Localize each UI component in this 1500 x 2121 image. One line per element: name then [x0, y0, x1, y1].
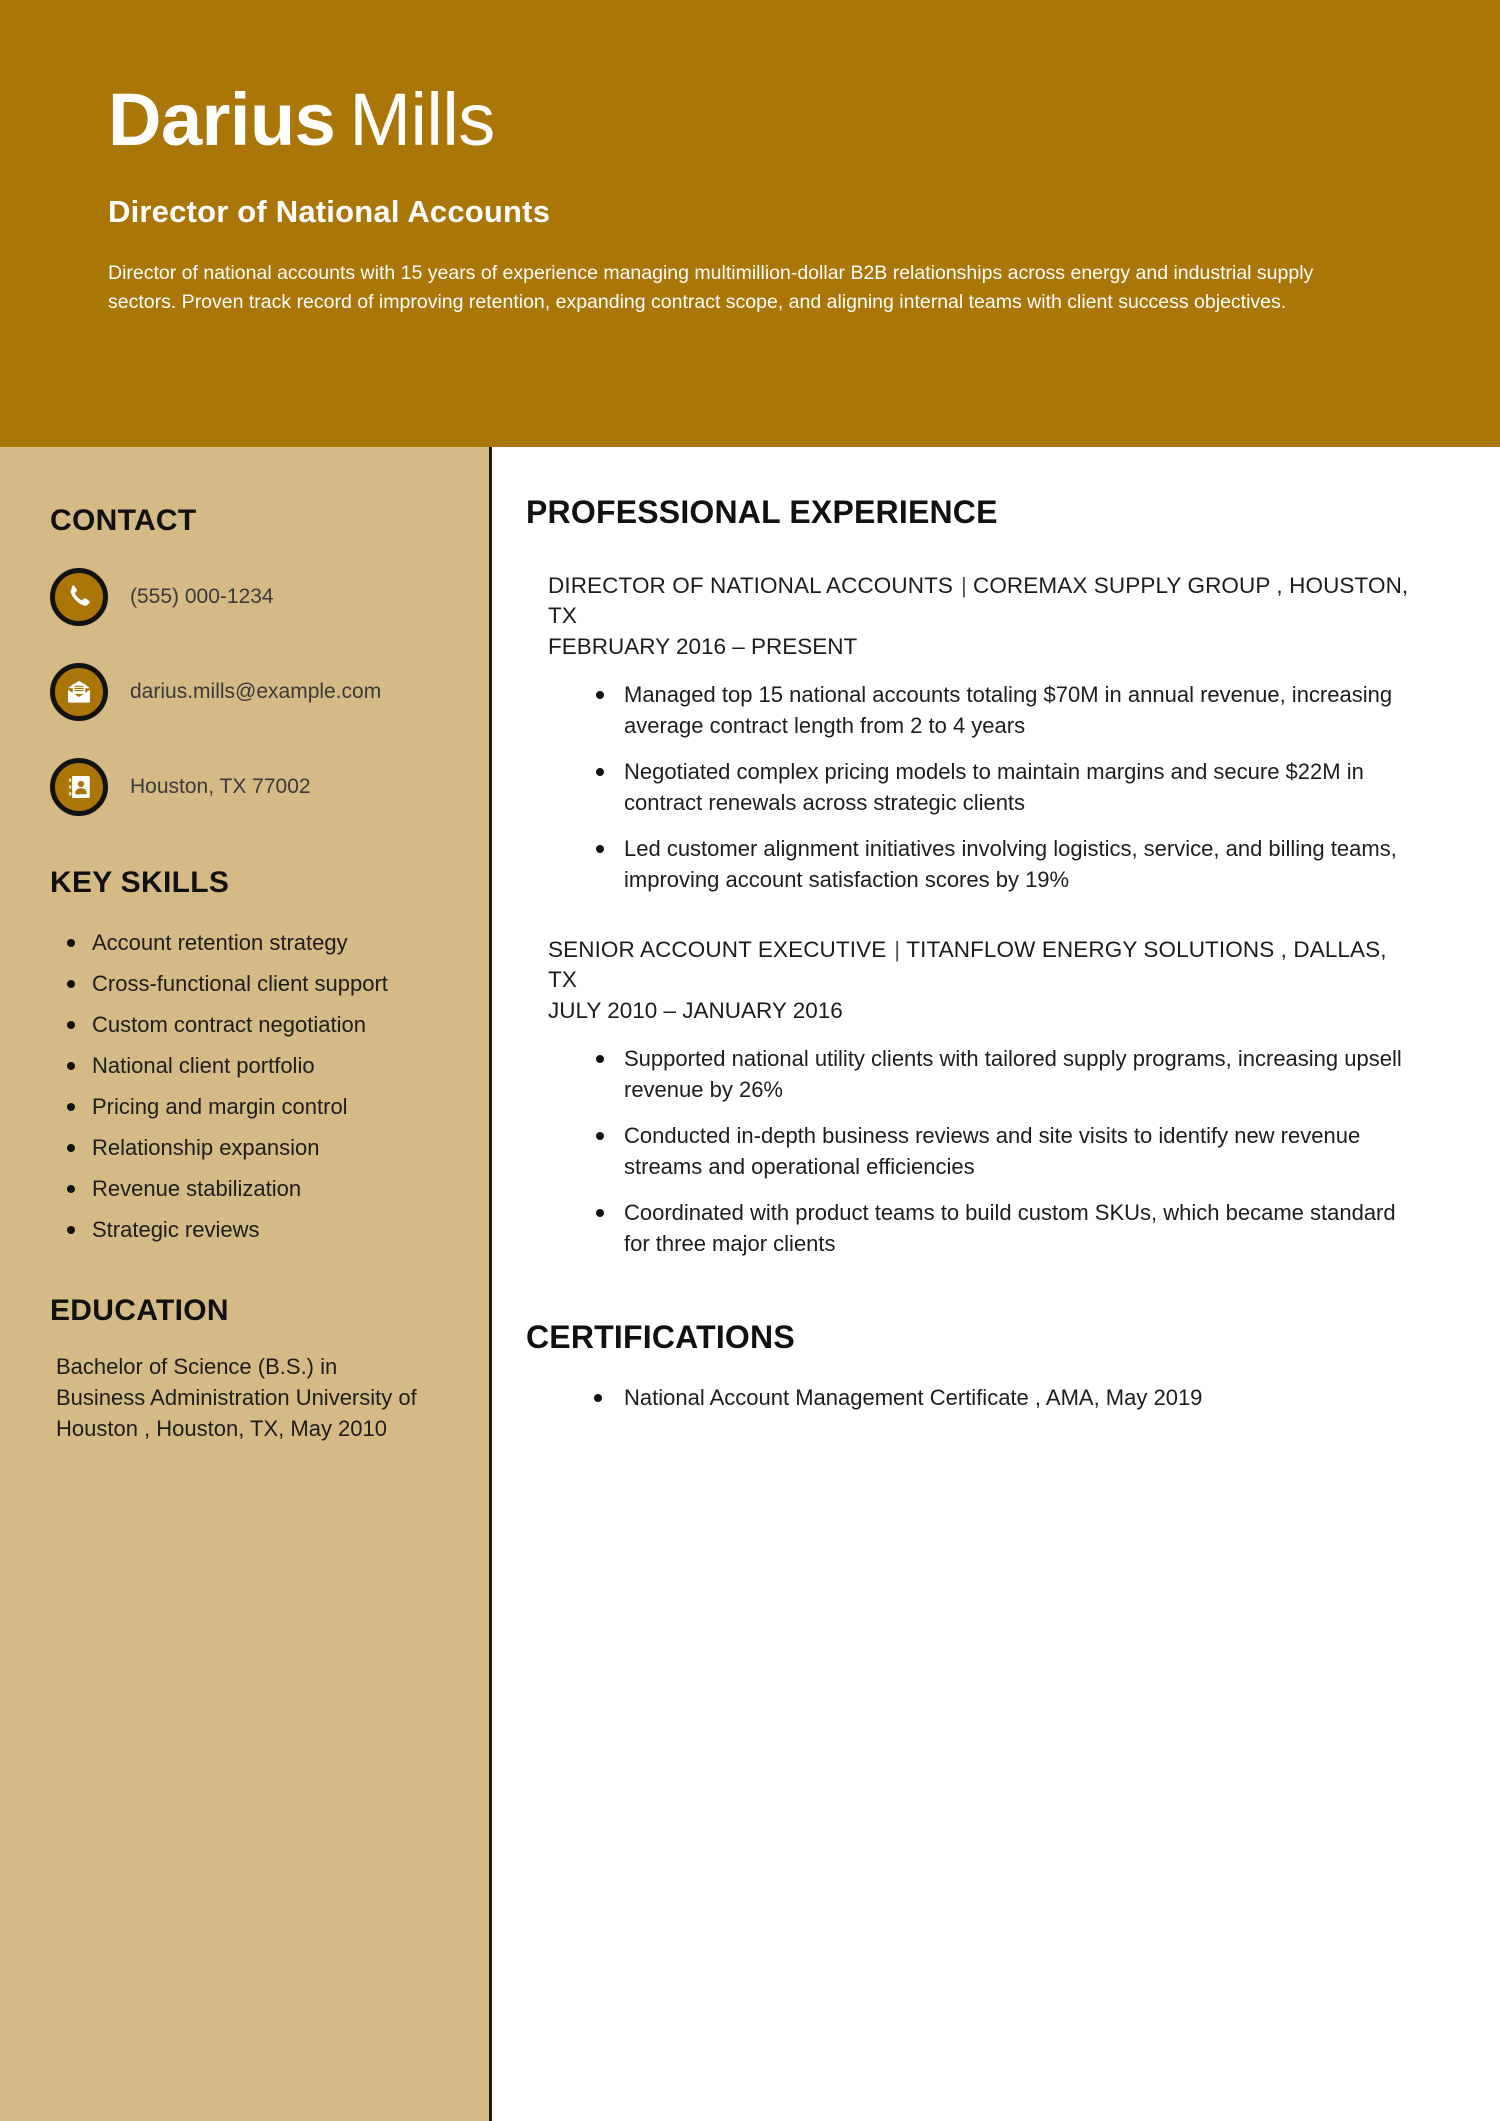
list-item: Strategic reviews [50, 1209, 448, 1250]
education-degree: Bachelor of Science (B.S.) in Business Administration [56, 1354, 338, 1410]
main-column [492, 447, 1500, 2121]
sidebar [0, 447, 490, 2121]
list-item: Led customer alignment initiatives involving logistics, service, and billing teams, improving account satisfaction scores by 19% [592, 833, 1420, 895]
contact-list [50, 562, 448, 822]
certifications-list [526, 1382, 1420, 1413]
experience-entry [526, 935, 1420, 1259]
education-school-date: University of Houston , Houston, TX, May 2010 [56, 1385, 417, 1441]
job-company-location: TITANFLOW ENERGY SOLUTIONS , DALLAS, TX [548, 937, 1387, 992]
email-icon [50, 663, 108, 721]
list-item: Pricing and margin control [50, 1086, 448, 1127]
list-item: Managed top 15 national accounts totaling $70M in annual revenue, increasing average contract length from 2 to 4 years [592, 679, 1420, 741]
first-name: Darius [108, 78, 336, 161]
resume-header [0, 0, 1500, 447]
skills-section-heading: KEY SKILLS [50, 866, 230, 899]
contact-email-value: darius.mills@example.com [130, 680, 382, 703]
education-section-heading: EDUCATION [50, 1294, 229, 1327]
contact-section-heading: CONTACT [50, 504, 197, 537]
list-item: National client portfolio [50, 1045, 448, 1086]
list-item: Account retention strategy [50, 922, 448, 963]
job-header [526, 571, 1420, 631]
experience-entry [526, 571, 1420, 895]
list-item: Coordinated with product teams to build custom SKUs, which became standard for three major clients [592, 1197, 1420, 1259]
job-bullets [526, 679, 1420, 895]
skills-list [50, 922, 448, 1250]
list-item: Custom contract negotiation [50, 1004, 448, 1045]
list-item: Negotiated complex pricing models to maintain margins and secure $22M in contract renewals across strategic clients [592, 756, 1420, 818]
contact-item-email[interactable] [50, 657, 448, 727]
candidate-name [108, 78, 1405, 162]
list-item: National Account Management Certificate , AMA, May 2019 [588, 1382, 1420, 1413]
job-dates: JULY 2010 – JANUARY 2016 [548, 998, 843, 1023]
experience-section-heading: PROFESSIONAL EXPERIENCE [526, 494, 998, 530]
header-job-title: Director of National Accounts [108, 194, 551, 229]
list-item: Relationship expansion [50, 1127, 448, 1168]
job-dates: FEBRUARY 2016 – PRESENT [548, 634, 858, 659]
job-header [526, 935, 1420, 995]
job-separator: | [894, 937, 901, 962]
job-bullets [526, 1043, 1420, 1259]
contact-item-phone[interactable] [50, 562, 448, 632]
contact-phone-value: (555) 000-1234 [130, 585, 274, 608]
job-title: SENIOR ACCOUNT EXECUTIVE [548, 937, 887, 962]
job-company-location: COREMAX SUPPLY GROUP , HOUSTON, TX [548, 573, 1409, 628]
job-title: DIRECTOR OF NATIONAL ACCOUNTS [548, 573, 954, 598]
job-separator: | [961, 573, 967, 598]
address-card-icon [50, 758, 108, 816]
contact-address-value: Houston, TX 77002 [130, 775, 311, 798]
education-entry [50, 1351, 430, 1444]
phone-icon [50, 568, 108, 626]
last-name: Mills [349, 78, 495, 161]
list-item: Conducted in-depth business reviews and site visits to identify new revenue streams and operational efficiencies [592, 1120, 1420, 1182]
contact-item-address[interactable] [50, 752, 448, 822]
list-item: Supported national utility clients with tailored supply programs, increasing upsell revenue by 26% [592, 1043, 1420, 1105]
list-item: Cross-functional client support [50, 963, 448, 1004]
certifications-section-heading: CERTIFICATIONS [526, 1319, 795, 1355]
list-item: Revenue stabilization [50, 1168, 448, 1209]
professional-summary: Director of national accounts with 15 years of experience managing multimillion-dollar B2B relationships across energy and industrial supply sectors. Proven track record of improving retention, expanding contract scope, and aligning internal teams with client success objectives. [108, 262, 1314, 313]
